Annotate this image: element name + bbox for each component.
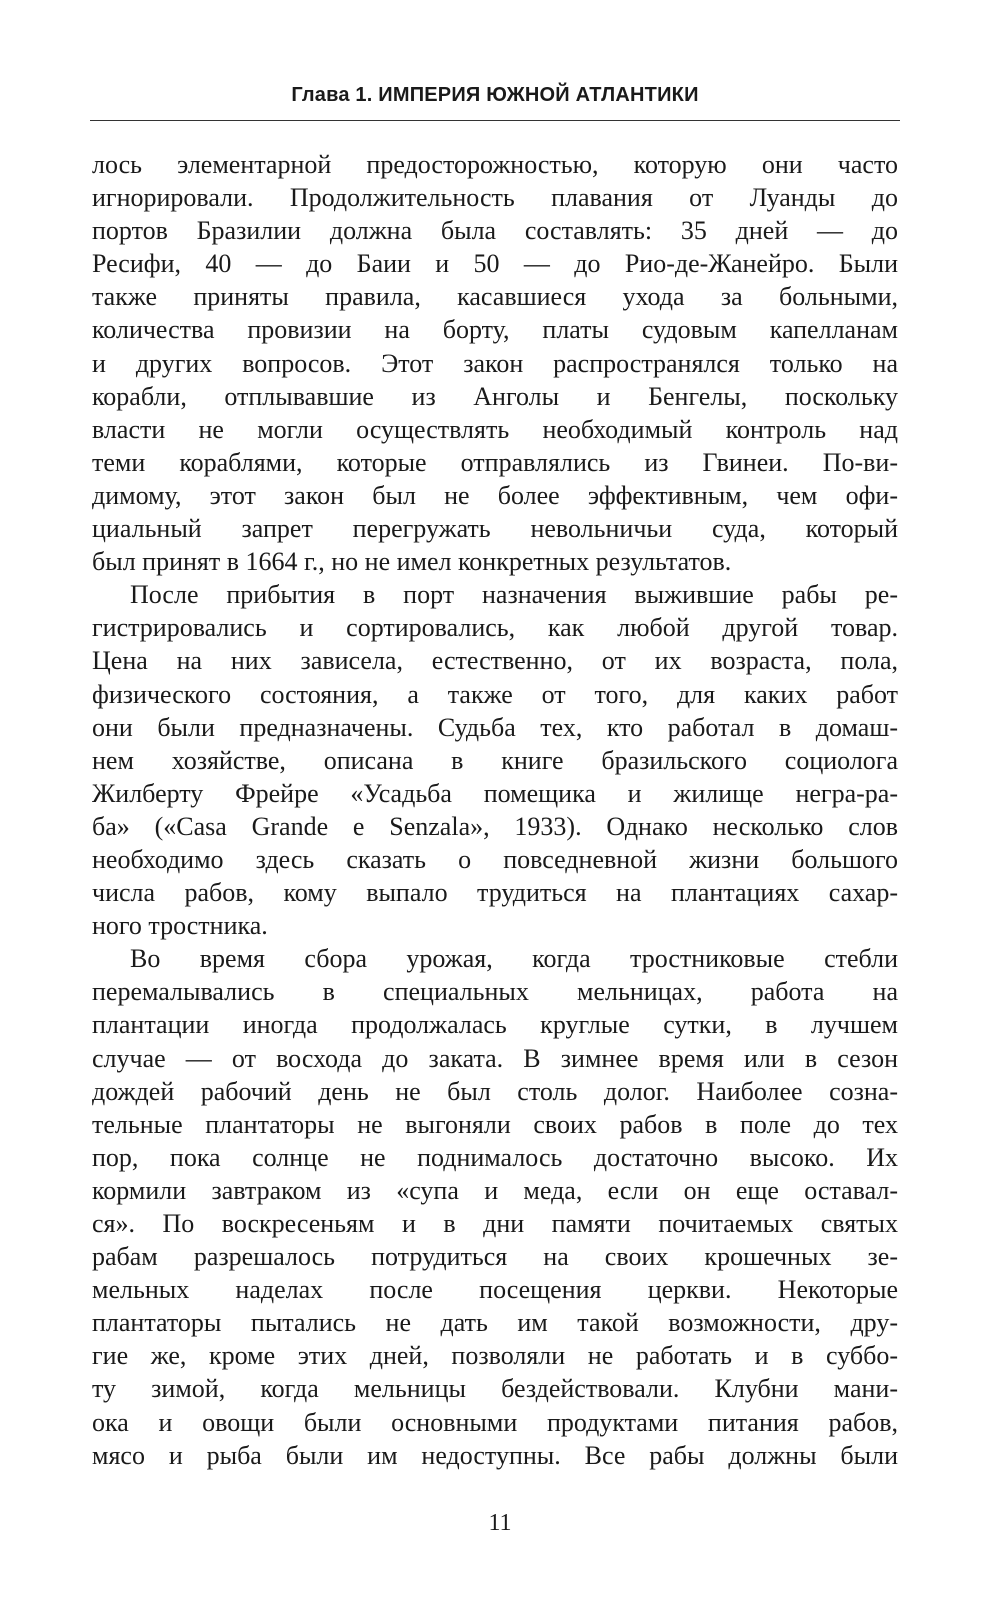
- text-line: нем хозяйстве, описана в книге бразильского социолога: [92, 745, 898, 775]
- text-line: они были предназначены. Судьба тех, кто работал в домаш-: [92, 712, 898, 742]
- text-line: мясо и рыба были им недоступны. Все рабы должны были: [92, 1440, 898, 1470]
- text-line: тельные плантаторы не выгоняли своих рабов в поле до тех: [92, 1109, 898, 1139]
- text-line: гистрировались и сортировались, как любой другой товар.: [92, 613, 898, 643]
- text-line: мельных наделах после посещения церкви. Некоторые: [92, 1275, 898, 1305]
- running-head: Глава 1. ИМПЕРИЯ ЮЖНОЙ АТЛАНТИКИ: [291, 84, 699, 106]
- text-line: циальный запрет перегружать невольничьи суда, который: [92, 514, 898, 544]
- text-line: ся». По воскресеньям и в дни памяти почитаемых святых: [92, 1209, 898, 1238]
- text-line: необходимо здесь сказать о повседневной жизни большого: [92, 844, 898, 874]
- body-text: [92, 148, 898, 1472]
- text-line: Жилберту Фрейре «Усадьба помещика и жилище негра-ра-: [92, 778, 898, 808]
- text-line: Ресифи, 40 — до Баии и 50 — до Рио-де-Жанейро. Были: [92, 249, 898, 279]
- text-line: ока и овощи были основными продуктами питания рабов,: [92, 1407, 898, 1437]
- page-number: 11: [488, 1510, 512, 1536]
- text-line: корабли, отплывавшие из Анголы и Бенгелы, поскольку: [92, 381, 898, 411]
- text-line: также приняты правила, касавшиеся ухода за больными,: [92, 282, 898, 312]
- text-line: числа рабов, кому выпало трудиться на плантациях сахар-: [92, 878, 898, 908]
- paragraph-first-line: Во время сбора урожая, когда тростниковые стебли: [130, 944, 898, 974]
- text-line: физического состояния, а также от того, для каких работ: [92, 679, 898, 709]
- paragraph-last-line: был принят в 1664 г., но не имел конкретных результатов.: [92, 547, 732, 577]
- text-line: ту зимой, когда мельницы бездействовали. Клубни мани-: [92, 1374, 898, 1404]
- paragraph-first-line: После прибытия в порт назначения выжившие рабы ре-: [130, 580, 898, 610]
- text-line: гие же, кроме этих дней, позволяли не работать и в суббо-: [92, 1341, 898, 1371]
- text-line: случае — от восхода до заката. В зимнее время или в сезон: [92, 1043, 898, 1073]
- text-line: ба» («Casa Grande e Senzala», 1933). Однако несколько слов: [92, 811, 898, 841]
- text-line: димому, этот закон был не более эффективным, чем офи-: [92, 480, 898, 510]
- text-line: теми кораблями, которые отправлялись из Гвинеи. По-ви-: [92, 447, 898, 477]
- text-line: игнорировали. Продолжительность плавания от Луанды до: [92, 183, 898, 213]
- paragraph-last-line: ного тростника.: [92, 911, 268, 941]
- text-line: власти не могли осуществлять необходимый контроль над: [92, 414, 898, 444]
- text-line: Цена на них зависела, естественно, от их возраста, пола,: [92, 646, 898, 676]
- text-line: кормили завтраком из «супа и меда, если он еще оставал-: [92, 1175, 898, 1205]
- text-line: лось элементарной предосторожностью, которую они часто: [92, 150, 898, 179]
- text-line: количества провизии на борту, платы судовым капелланам: [92, 315, 898, 345]
- header-rule: [90, 120, 900, 121]
- text-line: рабам разрешалось потрудиться на своих крошечных зе-: [92, 1242, 898, 1272]
- text-line: плантации иногда продолжалась круглые сутки, в лучшем: [92, 1010, 898, 1040]
- text-line: плантаторы пытались не дать им такой возможности, дру-: [92, 1308, 898, 1338]
- text-line: дождей рабочий день не был столь долог. Наиболее созна-: [92, 1076, 898, 1106]
- text-line: и других вопросов. Этот закон распространялся только на: [92, 348, 898, 378]
- text-line: пор, пока солнце не поднималось достаточно высоко. Их: [92, 1142, 898, 1172]
- text-line: портов Бразилии должна была составлять: 35 дней — до: [92, 216, 898, 246]
- text-line: перемалывались в специальных мельницах, работа на: [92, 977, 898, 1007]
